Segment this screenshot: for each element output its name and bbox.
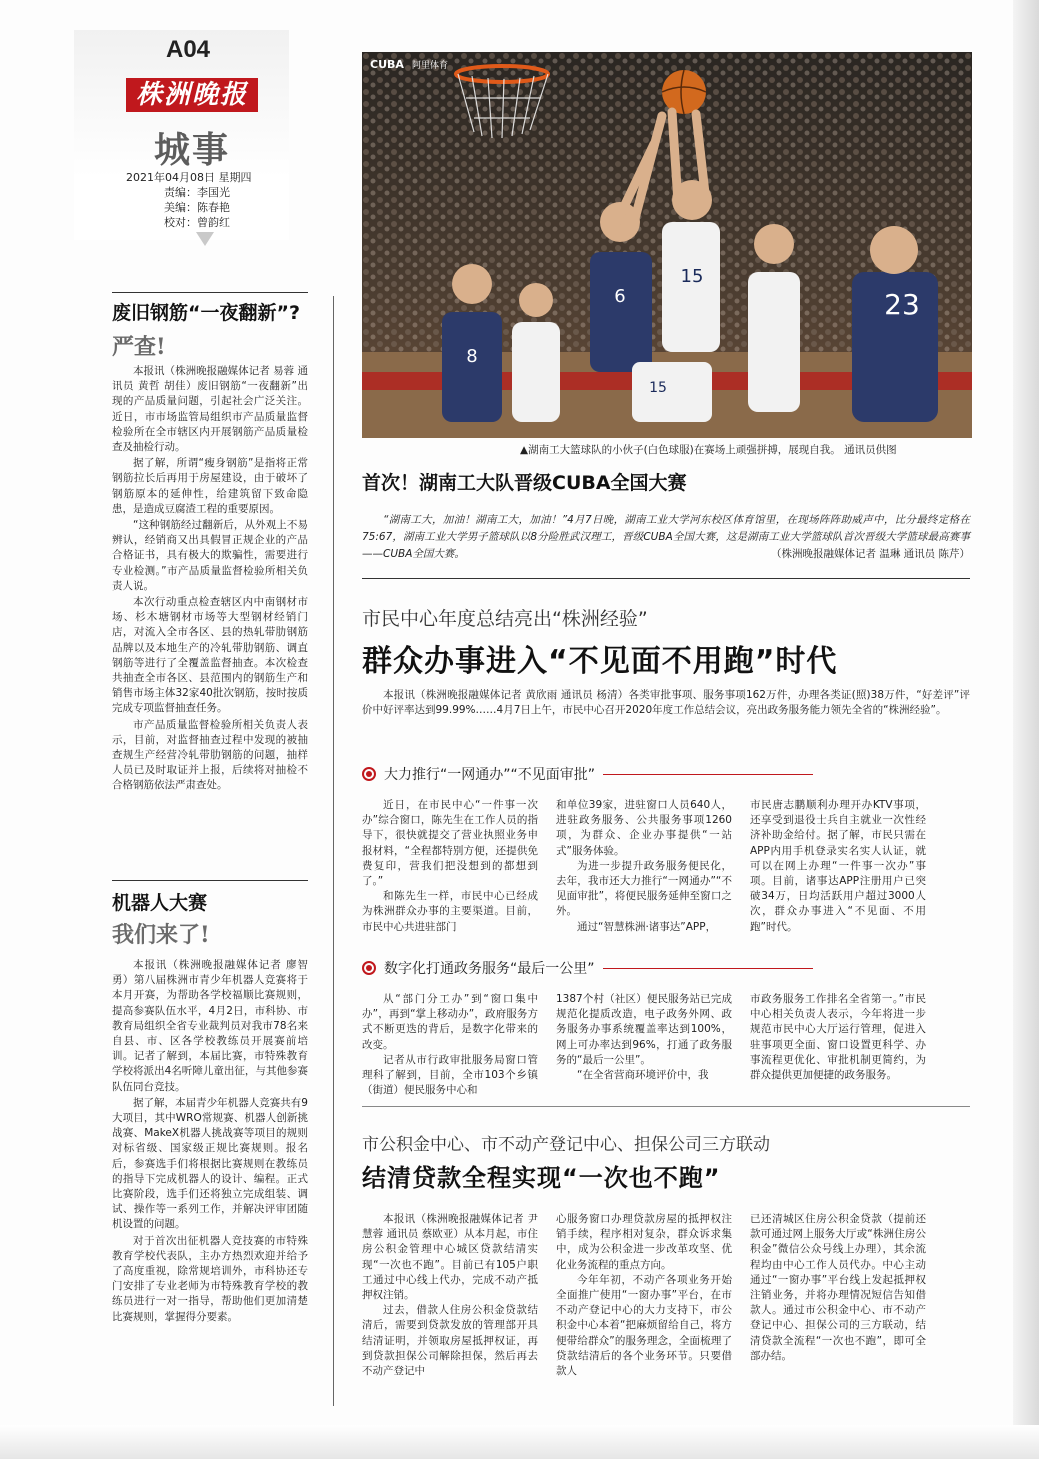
paragraph: 市民唐志鹏顺利办理开办KTV事项，还享受到退役士兵自主就业一次性经济补助金给付。据了解，市民只需在APP内用手机登录实名实人认证，就可以在网上办理“一件事一次办”事项。目前，诸事达APP注册用户已突破34万，日均活跃用户超过3000人次，群众办事进入“不见面、不用跑”时代。: [750, 799, 926, 933]
paragraph: 从“部门分工办”到“窗口集中办”，再到“掌上移动办”，政府服务方式不断更迭的背后，是数字化带来的改变。: [362, 993, 538, 1051]
citizen-lead: 本报讯（株洲晚报融媒体记者 黄欣雨 通讯员 杨清）各类审批事项、服务事项162万件，办理各类证(照)38万件，“好差评”评价中好评率达到99.99%……4月7日上午，市民中心召开2020年度工作总结会议，亮出政务服务能力领先全省的“株洲经验”。: [362, 689, 970, 716]
basketball-game-image: [362, 52, 972, 438]
text-column: [750, 992, 926, 1083]
text-column: [750, 798, 926, 935]
bullet-circle-icon: [362, 767, 376, 781]
paragraph: 为进一步提升政务服务便民化，去年，我市还大力推行“一网通办”“不见面审批”，将便民服务延伸至窗口之外。: [556, 859, 732, 918]
text-column: [556, 798, 732, 935]
robot-article-body: [112, 958, 308, 1326]
left-column-top-rule: [112, 292, 308, 293]
paragraph: 市政务服务工作排名全省第一。”市民中心相关负责人表示，今年将进一步规范市民中心大厅运行管理，促进入驻事项更全面、窗口设置更科学、办事流程更优化、审批机制更简约，为群众提供更加便捷的政务服务。: [750, 993, 926, 1082]
masthead-meta: [126, 170, 252, 230]
page-fold-shadow: [1013, 0, 1039, 1459]
loan-headline: 结清贷款全程实现“一次也不跑”: [362, 1164, 721, 1192]
steel-article-title: 废旧钢筋“一夜翻新”?: [112, 302, 300, 324]
text-column: [556, 992, 732, 1083]
cuba-headline: 首次！湖南工大队晋级CUBA全国大赛: [362, 472, 687, 494]
paragraph: 本报讯（株洲晚报融媒体记者 尹慧蓉 通讯员 蔡欧亚）从本月起，市住房公积金管理中心城区贷款结清实现“一次也不跑”。目前已有105户职工通过中心线上代办，完成不动产抵押权注销。: [362, 1213, 538, 1302]
paragraph: 本报讯（株洲晚报融媒体记者 廖智勇）第八届株洲市青少年机器人竞赛将于本月开赛，为帮助各学校福顺比赛规则，提高参赛队伍水平，4月2日，市科协、市教育局组织全省专业裁判员对我市78名来自县、市、区各学校教练员开展赛前培训。记者了解到，本届比赛，市特殊教育学校将派出4名听障儿童出征，与其他参赛队伍同台竞技。: [112, 959, 308, 1093]
right-mid-rule: [362, 578, 970, 579]
steel-article-body: [112, 364, 308, 795]
citizen-headline: 群众办事进入“不见面不用跑”时代: [362, 644, 838, 679]
paragraph: 本次行动重点检查辖区内中南钢材市场、杉木塘钢材市场等大型钢材经销门店，对流入全市各区、县的热轧带肋钢筋品牌以及本地生产的冷轧带肋钢筋、调直钢筋等进行了全覆盖监督抽查。本次检查共抽查全市各区、县范围内的钢筋生产和销售市场主体32家40批次钢筋，按时按质完成专项监督抽查任务。: [112, 596, 308, 715]
paragraph: 记者从市行政审批服务局窗口管理科了解到，目前，全市103个乡镇（街道）便民服务中心和: [362, 1053, 538, 1097]
right-lower-rule: [362, 1106, 970, 1107]
editor-credit: 责编：李国光: [164, 186, 230, 199]
subhead-rule: [603, 774, 813, 775]
paragraph: 市产品质量监督检验所相关负责人表示，目前，对监督抽查过程中发现的被抽查规生产经营冷轧带肋钢筋的问题，抽样人员已及时取证并上报，后续将对抽检不合格钢筋依法严肃查处。: [112, 718, 308, 792]
paragraph: 1387个村（社区）便民服务站已完成规范化提质改造，电子政务外网、政务服务办事系统覆盖率达到100%，网上可办率达到96%，打通了政务服务的“最后一公里”。: [556, 993, 732, 1066]
paragraph: 已还清城区住房公积金贷款（提前还款可通过网上服务大厅或“株洲住房公积金”微信公众号线上办理），其余流程均由中心工作人员代办。中心主动通过“一窗办事”平台线上发起抵押权注销业务，并将办理情况短信告知借款人。通过市公积金中心、市不动产登记中心、担保公司的三方联动，结清贷款全流程“一次也不跑”，即可全部办结。: [750, 1213, 926, 1362]
jersey-number: 6: [614, 286, 626, 307]
paragraph: 通过“智慧株洲·诸事达”APP，: [577, 920, 717, 933]
paragraph: “这种钢筋经过翻新后，从外观上不易辨认，经销商又出具假冒正规企业的产品合格证书，具有极大的欺骗性，需要进行专业检测。”市产品质量监督检验所相关负责人说。: [112, 519, 308, 592]
steel-article-subtitle: 严查!: [112, 334, 166, 360]
page-bottom-shadow: [0, 1425, 1039, 1459]
paragraph: “在全省营商环境评价中，我: [577, 1069, 709, 1082]
citizen-kicker: 市民中心年度总结亮出“株洲经验”: [362, 608, 648, 630]
text-column: [362, 798, 538, 935]
jersey-number: 15: [680, 266, 704, 287]
paragraph: 过去，借款人住房公积金贷款结清后，需要到贷款发放的管理部开具结清证明，并领取房屋抵押权证，再到贷款担保公司解除担保，然后再去不动产登记中: [362, 1304, 538, 1378]
paragraph: 据了解，本届青少年机器人竞赛共有9大项目，其中WRO常规赛、机器人创新挑战赛、MakeX机器人挑战赛等项目的规则对标省级、国家级正规比赛规则。报名后，参赛选手们将根据比赛规则在教练员的指导下完成机器人的设计、编程。正式比赛阶段，选手们还将独立完成组装、调试、操作等一系列工作，并解决评审团随机设置的问题。: [112, 1096, 308, 1231]
proofreader-credit: 校对：曾韵红: [164, 216, 230, 229]
page-number: A04: [166, 36, 211, 63]
paragraph: 今年年初，不动产各项业务开始全面推广使用“一窗办事”平台，在市不动产登记中心的大力支持下，市公积金中心本着“把麻烦留给自己，将方便带给群众”的服务理念，全面梳理了贷款结清后的各个业务环节。只要借款人: [556, 1273, 732, 1378]
cuba-lead-text: “湖南工大，加油！湖南工大，加油！”4月7日晚，湖南工业大学河东校区体育馆里，在现场阵阵助威声中，比分最终定格在75:67，湖南工业大学男子篮球队以8分险胜武汉理工，晋级CUBA全国大赛，这是湖南工业大学篮球队首次晋级大学篮球最高赛事——CUBA全国大赛。: [362, 514, 970, 560]
robot-article-title: 机器人大赛: [112, 892, 208, 914]
paragraph: 和单位39家，进驻窗口人员640人，进驻政务服务、公共服务事项1260项，为群众、企业办事提供“一站式”服务体验。: [556, 799, 732, 857]
left-column-mid-rule: [112, 880, 308, 881]
column-vertical-rule: [333, 296, 334, 1406]
jersey-number: 23: [884, 288, 920, 321]
issue-date: 2021年04月08日 星期四: [126, 171, 252, 184]
paragraph: 心服务窗口办理贷款房屋的抵押权注销手续，程序相对复杂，群众诉求集中，成为公积金进一步改革攻坚、优化业务流程的重点方向。: [556, 1213, 732, 1271]
paragraph: 近日，在市民中心“一件事一次办”综合窗口，陈先生在工作人员的指导下，很快就提交了营业执照业务申报材料，“全程都特别方便，还提供免费复印，营我们把没想到的都想到了。”: [362, 799, 538, 888]
photo-watermark-cuba: CUBA: [370, 58, 404, 71]
section-subhead: [362, 764, 813, 784]
text-column: [362, 992, 538, 1098]
paragraph: 和陈先生一样，市民中心已经成为株洲群众办事的主要渠道。目前，市民中心共进驻部门: [362, 890, 538, 933]
jersey-number: 8: [466, 346, 478, 367]
section-title: 城事: [154, 129, 231, 171]
cuba-lead: [362, 512, 970, 563]
photo-watermark-sports: 阿里体育: [412, 61, 449, 71]
basketball-photo: [362, 52, 972, 438]
text-column: [362, 1212, 538, 1379]
masthead-triangle-icon: [196, 232, 214, 246]
paragraph: 据了解，所谓“瘦身钢筋”是指将正常钢筋拉长后再用于房屋建设，由于破坏了钢筋原本的延伸性，给建筑留下致命隐患，是造成豆腐渣工程的重要原因。: [112, 457, 308, 515]
subhead-rule: [603, 968, 813, 969]
paper-logo: 株洲晚报: [126, 78, 258, 112]
loan-kicker: 市公积金中心、市不动产登记中心、担保公司三方联动: [362, 1135, 770, 1155]
jersey-number: 15: [649, 380, 667, 396]
robot-article-subtitle: 我们来了!: [112, 922, 210, 948]
designer-credit: 美编：陈春艳: [164, 201, 230, 214]
photo-caption: ▲湖南工大篮球队的小伙子(白色球服)在赛场上顽强拼搏，展现自我。 通讯员供图: [520, 444, 897, 456]
paragraph: 对于首次出征机器人竞技赛的市特殊教育学校代表队，主办方热烈欢迎并给予了高度重视，除常规培训外，市科协还专门安排了专业老师为市特殊教育学校的教练员进行一对一指导，帮助他们更加清楚比赛规则，掌握得分要素。: [112, 1234, 308, 1323]
section-subhead: [362, 958, 813, 978]
paragraph: 本报讯（株洲晚报融媒体记者 易蓉 通讯员 黄哲 胡佳）废旧钢筋“一夜翻新”出现的产品质量问题，引起社会广泛关注。近日，市市场监管局组织市产品质量监督检验所在全市辖区内开展钢筋产品质量检查及抽检行动。: [112, 365, 308, 454]
cuba-byline: （株洲晚报融媒体记者 温琳 通讯员 陈芹）: [770, 548, 970, 560]
subhead-text: 大力推行“一网通办”“不见面审批”: [384, 767, 596, 783]
text-column: [750, 1212, 926, 1364]
subhead-text: 数字化打通政务服务“最后一公里”: [384, 961, 595, 977]
text-column: [556, 1212, 732, 1379]
bullet-circle-icon: [362, 961, 376, 975]
